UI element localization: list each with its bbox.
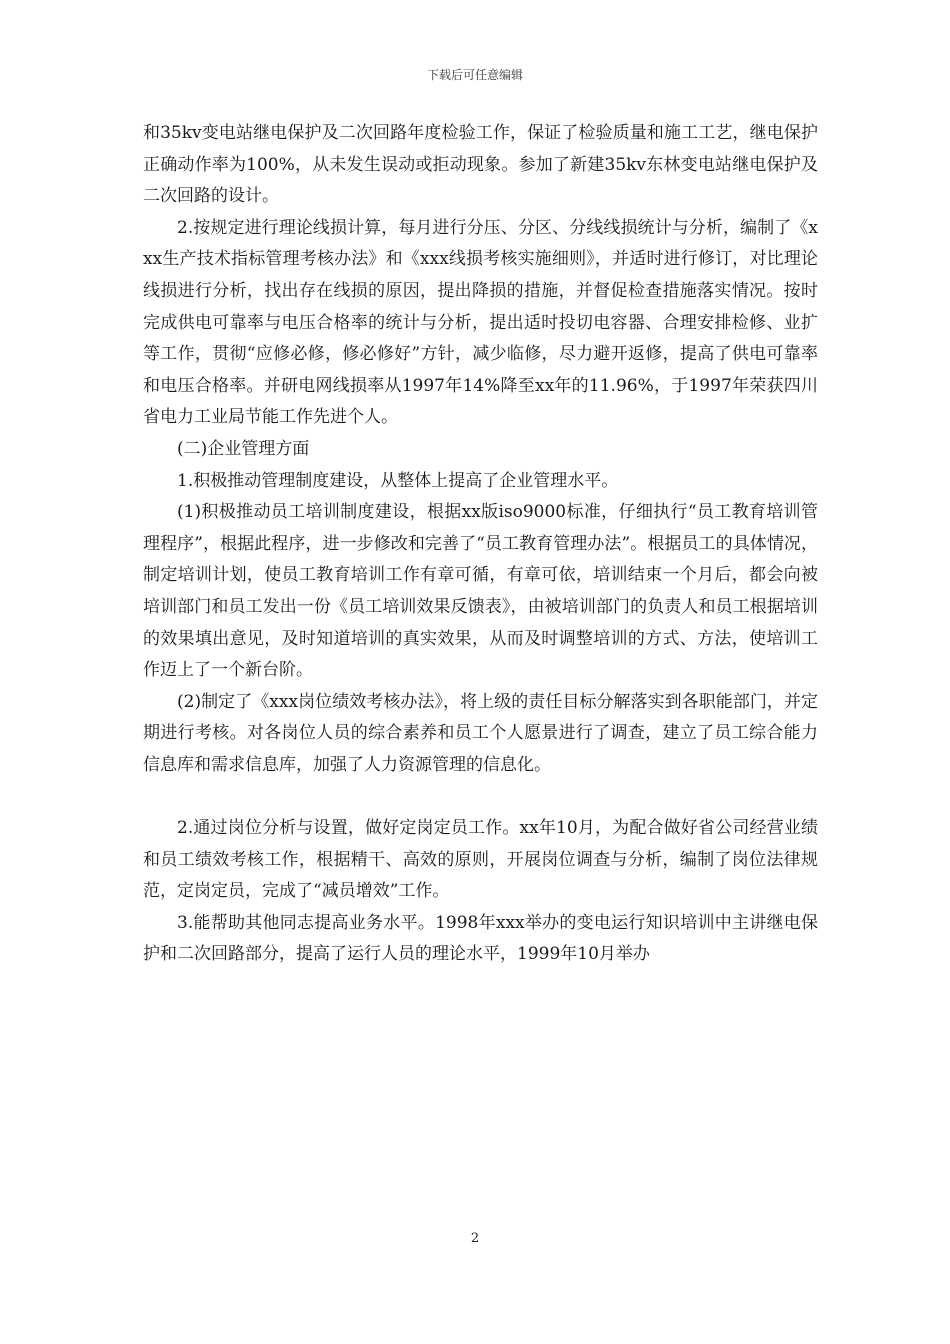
paragraph-7: 2.通过岗位分析与设置，做好定岗定员工作。xx年10月，为配合做好省公司经营业绩和员工绩效考核工作，根据精干、高效的原则，开展岗位调查与分析，编制了岗位法律规范，定岗定员，完成了“减员增效”工作。 [143, 818, 818, 902]
page-header: 下载后可任意编辑 [426, 68, 523, 82]
section-heading-enterprise-management: (二)企业管理方面 [177, 438, 310, 459]
paragraph-2: 2.按规定进行理论线损计算，每月进行分压、分区、分线线损统计与分析，编制了《xxx生产技术指标管理考核办法》和《xxx线损考核实施细则》，并适时进行修订，对比理论线损进行分析，找出存在线损的原因，提出降损的措施，并督促检查措施落实情况。按时完成供电可靠率与电压合格率的统计与分析，提出适时投切电容器、合理安排检修、业扩等工作，贯彻“应修必修，修必修好”方针，减少临修，尽力避开返修，提高了供电可靠率和电压合格率。并研电网线损率从1997年14%降至xx年的11.96%，于1997年荣获四川省电力工业局节能工作先进个人。 [143, 217, 818, 428]
paragraph-4: 1.积极推动管理制度建设，从整体上提高了企业管理水平。 [177, 470, 619, 491]
document-body [143, 118, 818, 971]
paragraph-5: (1)积极推动员工培训制度建设，根据xx版iso9000标准，仔细执行“员工教育培训管理程序”，根据此程序，进一步修改和完善了“员工教育管理办法”。根据员工的具体情况，制定培训计划，使员工教育培训工作有章可循，有章可依，培训结束一个月后，都会向被培训部门和员工发出一份《员工培训效果反馈表》，由被培训部门的负责人和员工根据培训的效果填出意见，及时知道培训的真实效果，从而及时调整培训的方式、方法，使培训工作迈上了一个新台阶。 [143, 502, 818, 681]
paragraph-spacer [143, 781, 818, 813]
paragraph-1: 和35kv变电站继电保护及二次回路年度检验工作，保证了检验质量和施工工艺，继电保护正确动作率为100%，从未发生误动或拒动现象。参加了新建35kv东林变电站继电保护及二次回路的设计。 [143, 123, 818, 207]
paragraph-6: (2)制定了《xxx岗位绩效考核办法》，将上级的责任目标分解落实到各职能部门，并定期进行考核。对各岗位人员的综合素养和员工个人愿景进行了调查，建立了员工综合能力信息库和需求信息库，加强了人力资源管理的信息化。 [143, 691, 818, 775]
page-number: 2 [470, 1231, 480, 1246]
paragraph-8: 3.能帮助其他同志提高业务水平。1998年xxx举办的变电运行知识培训中主讲继电保护和二次回路部分，提高了运行人员的理论水平，1999年10月举办 [143, 912, 818, 965]
